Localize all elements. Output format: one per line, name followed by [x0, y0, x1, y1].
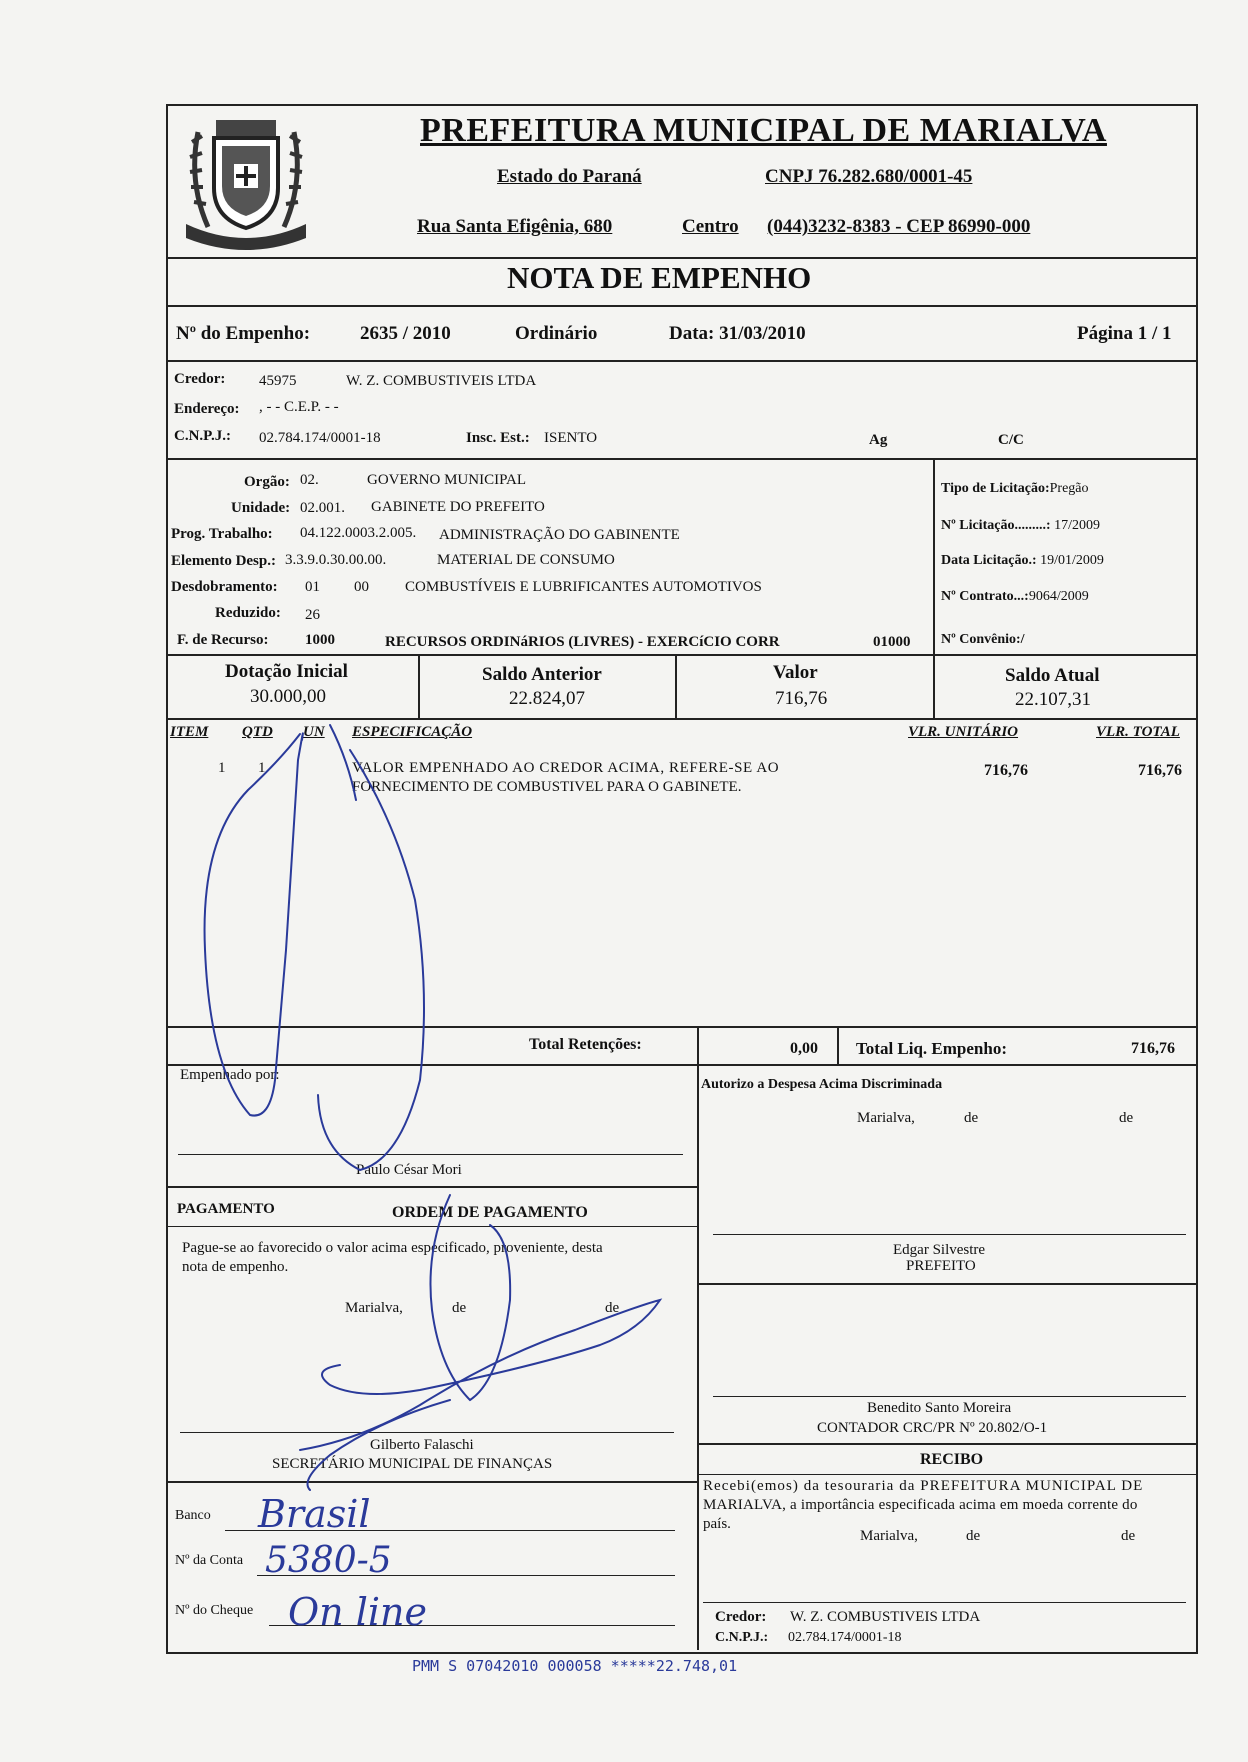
- bank-account-label: C/C: [998, 432, 1024, 448]
- recibo-credor-label: Credor:: [715, 1609, 767, 1625]
- ordem-de-1: de: [452, 1300, 467, 1316]
- banco-handwritten: Brasil: [258, 1492, 371, 1536]
- prefeito-role: PREFEITO: [906, 1258, 976, 1274]
- total-retencoes-label: Total Retenções:: [529, 1036, 642, 1053]
- cnpj-label: C.N.P.J.:: [174, 428, 231, 444]
- credor-code: 45975: [259, 373, 297, 389]
- numero-licitacao: Nº Licitação.........: 17/2009: [941, 518, 1100, 533]
- ordem-text-1: Pague-se ao favorecido o valor acima especificado, proveniente, desta: [182, 1240, 603, 1256]
- empenho-number-label: Nº do Empenho:: [176, 323, 311, 344]
- item-unit-value: 716,76: [984, 762, 1028, 779]
- empenho-number: 2635 / 2010: [360, 323, 451, 344]
- conta-handwritten: 5380-5: [265, 1540, 392, 1581]
- bank-agency-label: Ag: [869, 432, 888, 448]
- prefeito-name: Edgar Silvestre: [893, 1242, 986, 1258]
- autorizo-de-1: de: [964, 1110, 979, 1126]
- saldo-atual-label: Saldo Atual: [1005, 665, 1100, 686]
- elemento-label: Elemento Desp.:: [171, 553, 276, 569]
- insc-est-label: Insc. Est.:: [466, 430, 530, 446]
- recibo-cnpj-label: C.N.P.J.:: [715, 1630, 769, 1645]
- ordem-place: Marialva,: [345, 1300, 403, 1316]
- address-street: Rua Santa Efigênia, 680: [417, 216, 613, 237]
- credor-name: W. Z. COMBUSTIVEIS LTDA: [346, 373, 537, 389]
- credor-cnpj: 02.784.174/0001-18: [259, 430, 381, 446]
- col-vlr-unitario: VLR. UNITÁRIO: [908, 724, 1019, 740]
- recibo-line-1: Recebi(emos) da tesouraria da PREFEITURA MUNICIPAL DE: [703, 1478, 1144, 1494]
- recibo-place: Marialva,: [860, 1528, 918, 1544]
- item-spec-line-2: FORNECIMENTO DE COMBUSTIVEL PARA O GABINETE.: [352, 779, 742, 795]
- recibo-de-1: de: [966, 1528, 981, 1544]
- unidade-label: Unidade:: [231, 500, 291, 516]
- col-especificacao: ESPECIFICAÇÃO: [352, 724, 473, 740]
- numero-convenio: Nº Convênio:/: [941, 632, 1025, 647]
- recibo-title: RECIBO: [920, 1451, 984, 1468]
- col-vlr-total: VLR. TOTAL: [1096, 724, 1180, 740]
- numero-contrato: Nº Contrato...:9064/2009: [941, 589, 1089, 604]
- recurso-label: F. de Recurso:: [177, 632, 269, 648]
- recurso-code: 1000: [305, 632, 335, 648]
- total-liquido-value: 716,76: [1131, 1040, 1175, 1057]
- ordem-text-2: nota de empenho.: [182, 1259, 289, 1275]
- address-phone-cep: (044)3232-8383 - CEP 86990-000: [767, 216, 1031, 237]
- recibo-credor-name: W. Z. COMBUSTIVEIS LTDA: [790, 1609, 981, 1625]
- reduzido-label: Reduzido:: [215, 605, 281, 621]
- desdobramento-b: 00: [354, 579, 369, 595]
- recibo-cnpj-value: 02.784.174/0001-18: [788, 1630, 902, 1645]
- secretario-name: Gilberto Falaschi: [370, 1437, 474, 1453]
- contador-name: Benedito Santo Moreira: [867, 1400, 1012, 1416]
- empenho-type: Ordinário: [515, 323, 598, 344]
- col-un: UN: [303, 724, 325, 740]
- desdobramento-label: Desdobramento:: [171, 579, 278, 595]
- pagamento-label: PAGAMENTO: [177, 1201, 275, 1217]
- valor-label: Valor: [773, 662, 818, 683]
- dotacao-inicial-value: 30.000,00: [250, 686, 326, 707]
- recurso-code-2: 01000: [873, 634, 911, 650]
- orgao-code: 02.: [300, 472, 319, 488]
- item-spec-line-1: VALOR EMPENHADO AO CREDOR ACIMA, REFERE-SE AO: [352, 760, 780, 776]
- recurso-name: RECURSOS ORDINáRIOS (LIVRES) - EXERCíCIO CORR: [385, 634, 780, 650]
- ordem-de-2: de: [605, 1300, 620, 1316]
- recibo-de-2: de: [1121, 1528, 1136, 1544]
- orgao-label: Orgão:: [244, 474, 290, 490]
- empenhado-por-label: Empenhado por:: [180, 1067, 280, 1083]
- document-title: NOTA DE EMPENHO: [507, 260, 812, 295]
- empenhado-signer: Paulo César Mori: [356, 1162, 462, 1178]
- page-indicator: Página 1 / 1: [1077, 323, 1172, 344]
- desdobramento-name: COMBUSTÍVEIS E LUBRIFICANTES AUTOMOTIVOS: [405, 579, 762, 595]
- total-liquido-label: Total Liq. Empenho:: [856, 1039, 1007, 1058]
- cheque-handwritten: On line: [288, 1590, 427, 1634]
- data-licitacao: Data Licitação.: 19/01/2009: [941, 553, 1104, 568]
- address-district: Centro: [682, 216, 739, 237]
- empenho-date: Data: 31/03/2010: [669, 323, 806, 344]
- ordem-pagamento-title: ORDEM DE PAGAMENTO: [392, 1204, 588, 1221]
- elemento-code: 3.3.9.0.30.00.00.: [285, 552, 387, 568]
- conta-label: Nº da Conta: [175, 1553, 244, 1568]
- tipo-licitacao: Tipo de Licitação:Pregão: [941, 481, 1089, 496]
- unidade-name: GABINETE DO PREFEITO: [371, 499, 545, 515]
- item-total-value: 716,76: [1138, 762, 1182, 779]
- bank-stamp: PMM S 07042010 000058 *****22.748,01: [412, 1657, 738, 1675]
- item-qtd: 1: [258, 760, 266, 776]
- autorizo-de-2: de: [1119, 1110, 1134, 1126]
- unidade-code: 02.001.: [300, 500, 345, 516]
- desdobramento-a: 01: [305, 579, 320, 595]
- saldo-anterior-value: 22.824,07: [509, 688, 585, 709]
- insc-est-value: ISENTO: [544, 430, 598, 446]
- elemento-name: MATERIAL DE CONSUMO: [437, 552, 615, 568]
- credor-label: Credor:: [174, 371, 226, 387]
- col-qtd: QTD: [242, 724, 273, 740]
- valor-value: 716,76: [775, 688, 828, 709]
- cnpj-header: CNPJ 76.282.680/0001-45: [765, 166, 973, 187]
- reduzido-value: 26: [305, 607, 320, 623]
- total-retencoes-value: 0,00: [790, 1040, 818, 1057]
- saldo-anterior-label: Saldo Anterior: [482, 664, 602, 685]
- saldo-atual-value: 22.107,31: [1015, 689, 1091, 710]
- municipality-title: PREFEITURA MUNICIPAL DE MARIALVA: [420, 112, 1107, 149]
- orgao-name: GOVERNO MUNICIPAL: [367, 472, 527, 488]
- secretario-role: SECRETÁRIO MUNICIPAL DE FINANÇAS: [272, 1456, 553, 1472]
- recibo-line-2: MARIALVA, a importância especificada acima em moeda corrente do: [703, 1497, 1138, 1513]
- prog-trabalho-label: Prog. Trabalho:: [171, 526, 273, 542]
- prog-trabalho-code: 04.122.0003.2.005.: [300, 525, 417, 541]
- endereco-value: , - - C.E.P. - -: [259, 399, 339, 415]
- endereco-label: Endereço:: [174, 401, 240, 417]
- col-item: ITEM: [170, 724, 209, 740]
- autorizo-label: Autorizo a Despesa Acima Discriminada: [701, 1077, 943, 1092]
- autorizo-place: Marialva,: [857, 1110, 915, 1126]
- contador-role: CONTADOR CRC/PR Nº 20.802/O-1: [817, 1420, 1048, 1436]
- dotacao-inicial-label: Dotação Inicial: [225, 661, 348, 682]
- item-number: 1: [218, 760, 226, 776]
- prog-trabalho-name: ADMINISTRAÇÃO DO GABINENTE: [439, 527, 680, 543]
- recibo-line-3: país.: [703, 1516, 731, 1532]
- banco-label: Banco: [175, 1508, 211, 1523]
- state-name: Estado do Paraná: [497, 166, 642, 187]
- cheque-label: Nº do Cheque: [175, 1603, 254, 1618]
